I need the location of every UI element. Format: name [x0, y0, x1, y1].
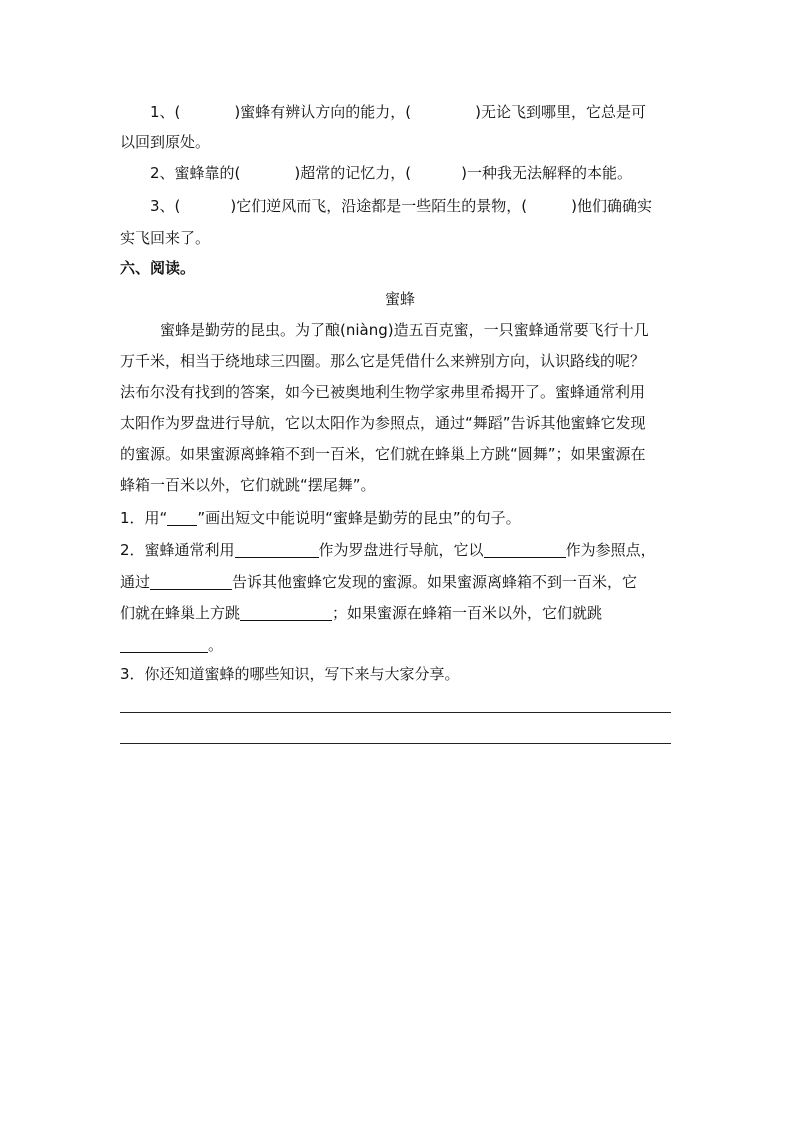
fill-question-1-continued: 以回到原处。 [120, 133, 211, 151]
reading-question-2-part-b: 作为罗盘进行导航，它以 [318, 541, 484, 559]
answer-blank[interactable] [484, 541, 566, 558]
fill-question-1-part-b: )蜜蜂有辨认方向的能力，( [234, 103, 412, 121]
section-heading: 六、阅读。 [120, 259, 196, 277]
answer-blank[interactable] [150, 573, 232, 590]
fill-question-2 [150, 161, 710, 185]
passage-title: 蜜蜂 [384, 290, 415, 308]
fill-question-3-part-a: 3、( [150, 197, 181, 215]
reading-question-1-part-a: 1．用“ [120, 509, 168, 527]
fill-question-2-part-b: )超常的记忆力，( [294, 164, 412, 182]
reading-question-2-part-f: 们就在蜂巢上方跳 [120, 604, 241, 622]
fill-question-1 [150, 100, 710, 124]
passage-line: 的蜜源。如果蜜源离蜂箱不到一百米，它们就在蜂巢上方跳“圆舞”；如果蜜源在 [120, 445, 646, 463]
fill-question-1-part-c: )无论飞到哪里，它总是可 [475, 103, 646, 121]
answer-writing-line[interactable] [120, 712, 671, 713]
reading-question-2-line-2 [120, 570, 680, 594]
answer-blank[interactable] [167, 509, 197, 526]
answer-blank[interactable] [235, 541, 319, 558]
reading-question-2-part-h: 。 [208, 636, 224, 654]
passage-line: 万千米，相当于绕地球三四圈。那么它是凭借什么来辨别方向，认识路线的呢？ [120, 352, 646, 370]
reading-question-3: 3．你还知道蜜蜂的哪些知识，写下来与大家分享。 [120, 665, 460, 683]
passage-line: 太阳作为罗盘进行导航，它以太阳作为参照点，通过“舞蹈”告诉其他蜜蜂它发现 [120, 414, 646, 432]
fill-question-3-continued: 实飞回来了。 [120, 229, 211, 247]
passage-line: 蜂箱一百米以外，它们就跳“摆尾舞”。 [120, 476, 376, 494]
fill-question-1-part-a: 1、( [150, 103, 181, 121]
reading-question-2-line-3 [120, 601, 680, 625]
reading-question-1 [120, 506, 680, 530]
answer-blank[interactable] [240, 604, 332, 621]
reading-question-2-part-a: 2．蜜蜂通常利用 [120, 541, 235, 559]
fill-question-3 [150, 194, 710, 218]
fill-question-2-part-a: 2、蜜蜂靠的( [150, 164, 241, 182]
reading-question-2-line-4 [120, 633, 680, 657]
reading-question-2-part-e: 告诉其他蜜蜂它发现的蜜源。如果蜜源离蜂箱不到一百米，它 [232, 573, 638, 591]
passage-line: 蜜蜂是勤劳的昆虫。为了酿(niàng)造五百克蜜，一只蜜蜂通常要飞行十几 [160, 321, 649, 339]
reading-question-2-part-c: 作为参照点， [565, 541, 656, 559]
reading-question-2 [120, 538, 680, 562]
reading-question-2-part-g: ；如果蜜源在蜂箱一百米以外，它们就跳 [332, 604, 603, 622]
answer-blank[interactable] [120, 636, 208, 653]
reading-question-2-part-d: 通过 [120, 573, 151, 591]
passage-line: 法布尔没有找到的答案，如今已被奥地利生物学家弗里希揭开了。蜜蜂通常利用 [120, 383, 646, 401]
fill-question-3-part-c: )他们确确实 [571, 197, 652, 215]
answer-writing-line[interactable] [120, 743, 671, 744]
fill-question-2-part-c: )一种我无法解释的本能。 [461, 164, 632, 182]
reading-question-1-part-b: ”画出短文中能说明“蜜蜂是勤劳的昆虫”的句子。 [197, 509, 521, 527]
fill-question-3-part-b: )它们逆风而飞，沿途都是一些陌生的景物，( [230, 197, 528, 215]
